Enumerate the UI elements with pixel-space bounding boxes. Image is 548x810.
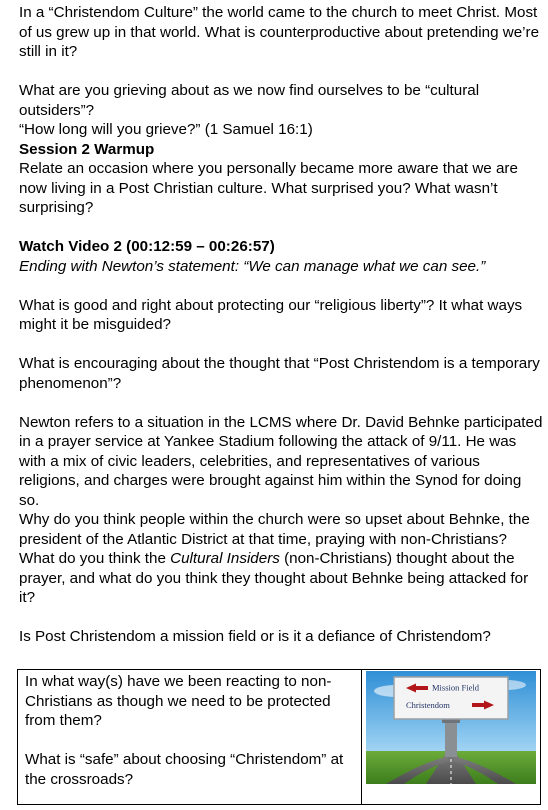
sign-christendom: Christendom	[406, 700, 450, 710]
question-church-upset: Why do you think people within the church were so upset about Behnke, the president of the Atlantic District at that time, praying with non-Christians?	[19, 511, 530, 548]
question-grieving: What are you grieving about as we now find ourselves to be “cultural outsiders”?	[19, 82, 480, 119]
question-reacting: In what way(s) have we been reacting to non-Christians as though we need to be protected from them?	[25, 673, 332, 729]
session-heading: Session 2 Warmup	[19, 140, 155, 158]
table-questions-cell	[18, 670, 362, 804]
video-note: Ending with Newton’s statement: “We can manage what we can see.”	[19, 257, 486, 275]
question-mission-field: Is Post Christendom a mission field or is it a defiance of Christendom?	[19, 628, 491, 645]
question-religious-liberty: What is good and right about protecting our “religious liberty”? It what ways might it be misguided?	[19, 296, 523, 333]
table-image-cell	[362, 670, 540, 804]
warmup-question: Relate an occasion where you personally became more aware that we are now living in a Post Christian culture. What surprised you? What wasn’t surprising?	[19, 160, 518, 216]
question-cultural-insiders: What do you think the Cultural Insiders (non-Christians) thought about the prayer, and what do you think they thought about Behnke being attacked for it?	[19, 550, 529, 606]
sign-mission-field: Mission Field	[432, 682, 479, 693]
video-heading: Watch Video 2 (00:12:59 – 00:26:57)	[19, 238, 275, 255]
question-temporary-phenomenon: What is encouraging about the thought that “Post Christendom is a temporary phenomenon”?	[19, 355, 540, 392]
question-safe: What is “safe” about choosing “Christendom” at the crossroads?	[25, 751, 344, 788]
document-body	[19, 3, 544, 647]
cultural-insiders-term: Cultural Insiders	[170, 550, 280, 567]
crossroads-billboard-image	[366, 671, 536, 784]
discussion-table	[17, 669, 541, 805]
question-christendom-culture: In a “Christendom Culture” the world came to the church to meet Christ. Most of us grew up in that world. What is counterproductive about pretending we’re still in it?	[19, 4, 540, 60]
scripture-reference: “How long will you grieve?” (1 Samuel 16:1)	[19, 121, 313, 138]
billboard-pole	[445, 721, 457, 757]
behnke-situation: Newton refers to a situation in the LCMS where Dr. David Behnke participated in a prayer service at Yankee Stadium following the attack of 9/11. He was with a mix of civic leaders, celebrities, and representatives of various religions, and charges were brought against him within the Synod for doing so.	[19, 413, 543, 509]
